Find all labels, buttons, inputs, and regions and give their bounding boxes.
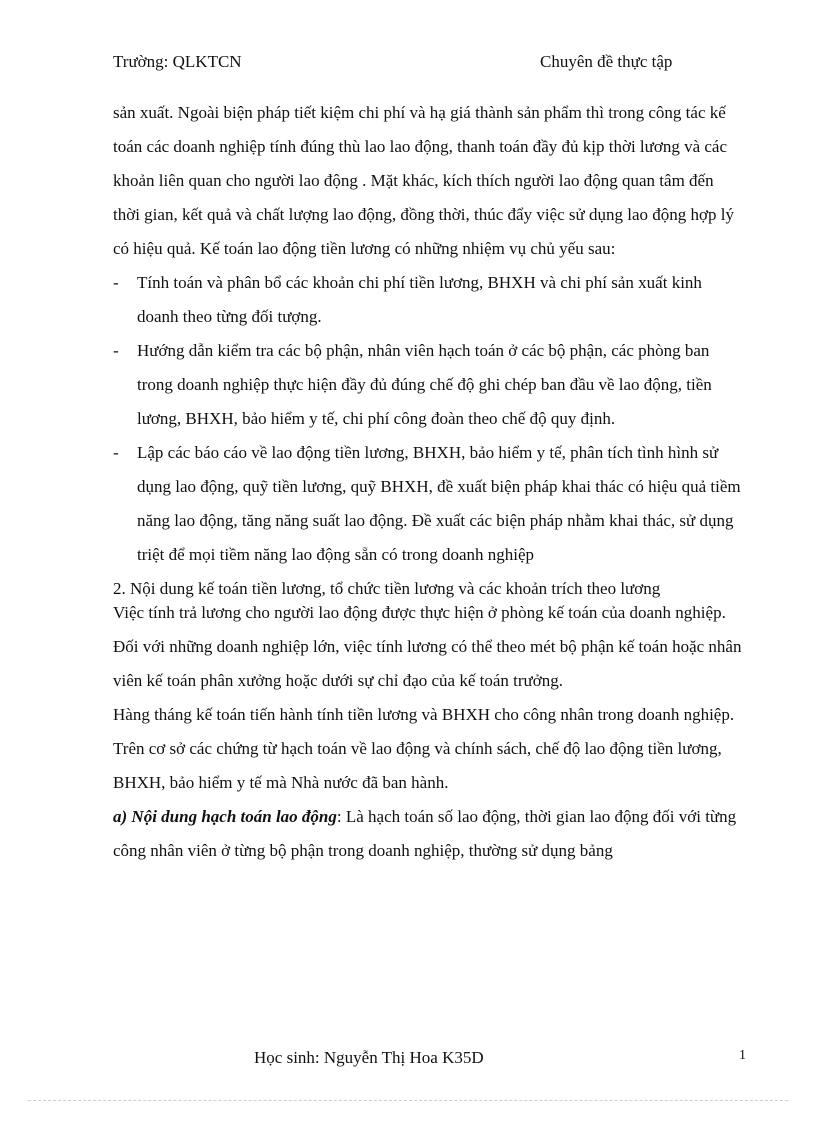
bullet-dash: - bbox=[113, 341, 119, 360]
paragraph-monthly: Hàng tháng kế toán tiến hành tính tiền lương và BHXH cho công nhân trong doanh nghiệp. Trên cơ sở các chứng từ hạch toán về lao động và chính sách, chế độ lao động tiền lương, BHXH, bảo hiểm y tế mà Nhà nước đã ban hành. bbox=[113, 705, 735, 792]
bullet-item bbox=[113, 334, 743, 436]
bullet-text: Tính toán và phân bổ các khoản chi phí tiền lương, BHXH và chi phí sản xuất kinh doanh theo từng đối tượng. bbox=[137, 273, 702, 326]
document-body bbox=[113, 96, 743, 868]
bullet-item bbox=[113, 436, 743, 572]
page-number: 1 bbox=[739, 1048, 746, 1063]
header-topic: Chuyên đề thực tập bbox=[540, 52, 673, 71]
bullet-dash: - bbox=[113, 273, 119, 292]
bullet-text: Hướng dẫn kiểm tra các bộ phận, nhân viên hạch toán ở các bộ phận, các phòng ban trong doanh nghiệp thực hiện đầy đủ đúng chế độ ghi chép ban đầu về lao động, tiền lương, BHXH, bảo hiểm y tế, chi phí công đoàn theo chế độ quy định. bbox=[137, 341, 712, 428]
subsection-a bbox=[113, 800, 743, 868]
subsection-a-title: a) Nội dung hạch toán lao động bbox=[113, 807, 337, 826]
bullet-dash: - bbox=[113, 443, 119, 462]
intro-paragraph: sản xuất. Ngoài biện pháp tiết kiệm chi phí và hạ giá thành sản phẩm thì trong công tác kế toán các doanh nghiệp tính đúng thù lao lao động, thanh toán đầy đủ kịp thời lương và các khoản liên quan cho người lao động . Mặt khác, kích thích người lao động quan tâm đến thời gian, kết quả và chất lượng lao động, đồng thời, thúc đẩy việc sử dụng lao động hợp lý có hiệu quả. Kế toán lao động tiền lương có những nhiệm vụ chủ yếu sau: bbox=[113, 103, 734, 258]
section-heading: 2. Nội dung kế toán tiền lương, tổ chức tiền lương và các khoản trích theo lương bbox=[113, 579, 661, 598]
subsection-a-text: : Là hạch toán số lao động, thời gian lao động đối với từng công nhân viên ở từng bộ phận trong doanh nghiệp, thường sử dụng bảng bbox=[113, 807, 737, 860]
footer-student: Học sinh: Nguyễn Thị Hoa K35D bbox=[254, 1048, 484, 1067]
paragraph-payroll: Việc tính trả lương cho người lao động được thực hiện ở phòng kế toán của doanh nghiệp. Đối với những doanh nghiệp lớn, việc tính lương có thể theo mét bộ phận kế toán hoặc nhân viên kế toán phân xưởng hoặc dưới sự chỉ đạo của kế toán trưởng. bbox=[113, 603, 742, 690]
header-school: Trường: QLKTCN bbox=[113, 52, 242, 71]
bullet-text: Lập các báo cáo về lao động tiền lương, BHXH, bảo hiểm y tế, phân tích tình hình sử dụng lao động, quỹ tiền lương, quỹ BHXH, đề xuất biện pháp khai thác có hiệu quả tiềm năng lao động, tăng năng suất lao động. Đề xuất các biện pháp nhằm khai thác, sử dụng triệt để mọi tiềm năng lao động sẵn có trong doanh nghiệp bbox=[137, 443, 741, 564]
bullet-item bbox=[113, 266, 743, 334]
page-divider bbox=[28, 1100, 788, 1101]
